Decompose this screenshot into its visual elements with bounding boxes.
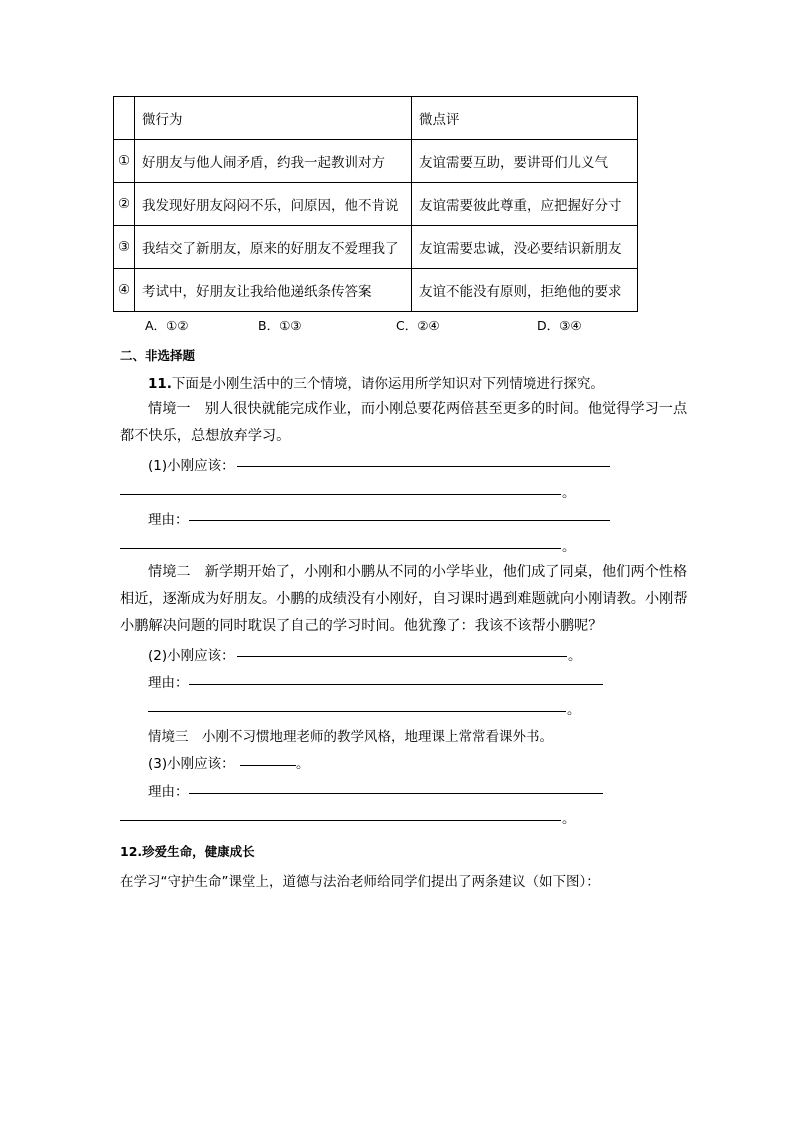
answer-line[interactable] [240,765,296,766]
scenario1-line2: 都不快乐，总想放弃学习。 [120,428,291,444]
answer-line[interactable] [237,656,567,657]
table-row [114,140,638,183]
period: 。 [562,485,576,501]
q12-title: 12.珍爱生命，健康成长 [120,844,255,859]
table-row [114,183,638,226]
reason-line[interactable] [148,711,566,712]
reason-label-3: 理由： [148,784,189,800]
q11-prompt [148,372,604,392]
behavior-comment-table [113,96,638,312]
scenario2-line3: 小鹏解决问题的同时耽误了自己的学习时间。他犹豫了：我该不该帮小鹏呢？ [120,618,603,634]
option-d: D．③④ [537,318,582,333]
scenario2-line1: 情境二 新学期开始了，小刚和小鹏从不同的小学毕业，他们成了同桌，他们两个性格 [148,564,688,580]
answer-line[interactable] [237,466,610,467]
q11-prompt-text: 下面是小刚生活中的三个情境，请你运用所学知识对下列情境进行探究。 [171,376,604,392]
scenario2-line2: 相近，逐渐成为好朋友。小鹏的成绩没有小刚好，自习课时遇到难题就向小刚请教。小刚帮 [120,591,688,607]
row-comment: 友谊需要忠诚，没必要结识新朋友 [412,226,638,269]
reason-line[interactable] [120,548,561,549]
reason-line[interactable] [189,793,603,794]
answer-line[interactable] [120,494,561,495]
option-b: B．①③ [258,318,302,333]
table-header-num [114,97,135,140]
q1-label: (1)小刚应该： [148,458,235,474]
period: 。 [567,702,581,718]
row-number: ② [114,183,135,226]
q12-text: 在学习“守护生命”课堂上，道德与法治老师给同学们提出了两条建议（如下图）： [120,874,600,890]
section-title: 二、非选择题 [120,348,196,363]
option-a: A．①② [145,318,189,333]
q11-number: 11. [148,376,172,392]
reason-label-1: 理由： [148,512,189,528]
period: 。 [568,648,582,664]
row-number: ① [114,140,135,183]
reason-line[interactable] [189,520,610,521]
row-number: ④ [114,269,135,312]
period: 。 [562,539,576,555]
period: 。 [296,756,310,772]
scenario3-line1: 情境三 小刚不习惯地理老师的教学风格，地理课上常常看课外书。 [148,729,553,745]
table-row [114,226,638,269]
table-header-comment: 微点评 [412,97,638,140]
q3-label: (3)小刚应该： [148,756,235,772]
row-comment: 友谊需要互助，要讲哥们儿义气 [412,140,638,183]
period: 。 [562,811,576,827]
row-behavior: 好朋友与他人闹矛盾，约我一起教训对方 [135,140,412,183]
row-comment: 友谊需要彼此尊重，应把握好分寸 [412,183,638,226]
table-header-row [114,97,638,140]
scenario1-line1: 情境一 别人很快就能完成作业，而小刚总要花两倍甚至更多的时间。他觉得学习一点 [148,401,688,417]
row-comment: 友谊不能没有原则，拒绝他的要求 [412,269,638,312]
reason-line[interactable] [189,684,603,685]
reason-line[interactable] [120,820,561,821]
table-header-behavior: 微行为 [135,97,412,140]
reason-label-2: 理由： [148,675,189,691]
row-number: ③ [114,226,135,269]
row-behavior: 我发现好朋友闷闷不乐，问原因，他不肯说 [135,183,412,226]
table-row [114,269,638,312]
row-behavior: 我结交了新朋友，原来的好朋友不爱理我了 [135,226,412,269]
q2-label: (2)小刚应该： [148,648,235,664]
row-behavior: 考试中，好朋友让我给他递纸条传答案 [135,269,412,312]
option-c: C．②④ [396,318,440,333]
